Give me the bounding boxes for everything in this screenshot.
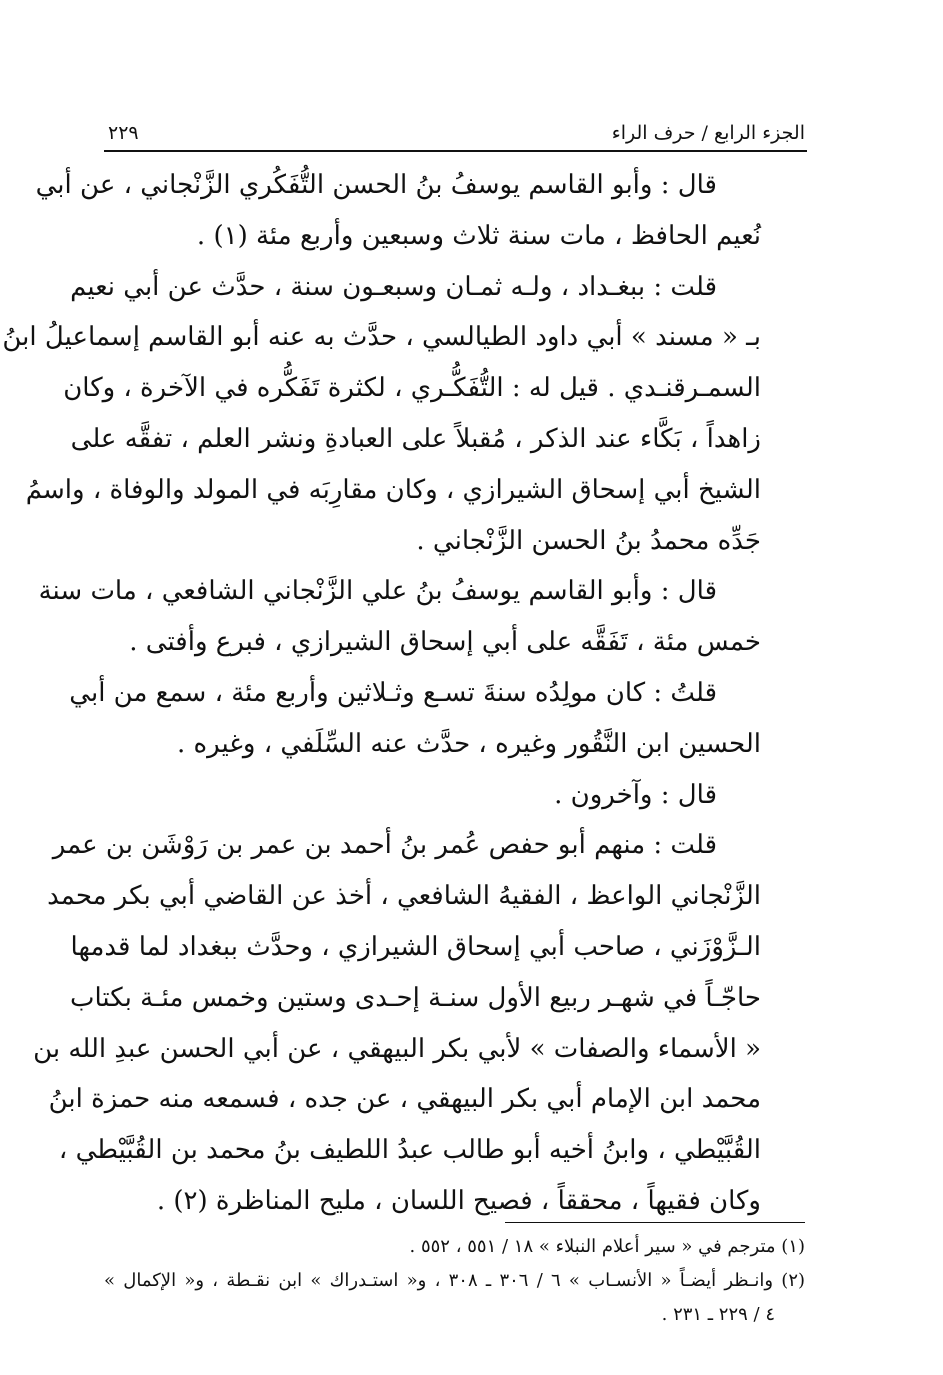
text-line: قلت : منهم أبو حفص عُمر بنُ أحمد بن عمر بن رَوْشَن بن عمر [52, 830, 717, 861]
footnote-line: ٤ / ٢٢٩ ـ ٢٣١ . [661, 1304, 775, 1325]
text-line: قلتُ : كان مولِدُه سنةَ تسـع وثـلاثين وأربع مئة ، سمع من أبي [69, 677, 717, 708]
text-line: قال : وأبو القاسم يوسفُ بنُ علي الزَّنْجاني الشافعي ، مات سنة [38, 576, 717, 607]
text-line: زاهداً ، بَكَّاء عند الذكر ، مُقبلاً على العبادةِ ونشر العلم ، تفقَّه على [70, 423, 761, 454]
text-line: نُعيم الحافظ ، مات سنة ثلاث وسبعين وأربع مئة (١) . [196, 220, 761, 251]
text-line: قال : وآخرون . [554, 779, 717, 810]
text-line: الحسين ابن النَّقُور وغيره ، حدَّث عنه السِّلَفي ، وغيره . [176, 728, 761, 759]
text-line: جَدِّه محمدُ بنُ الحسن الزَّنْجاني . [416, 525, 761, 556]
text-line: وكان فقيهاً ، محققاً ، فصيح اللسان ، مليح المناظرة (٢) . [156, 1185, 761, 1216]
text-line: حاجّـاً في شهـر ربيع الأول سنـة إحـدى وستين وخمس مئـة بكتاب [70, 982, 761, 1013]
text-line: بـ « مسند » أبي داود الطيالسي ، حدَّث به عنه أبو القاسم إسماعيلُ ابنُ [2, 322, 761, 353]
text-line: قال : وأبو القاسم يوسفُ بنُ الحسن التُّفَكُري الزَّنْجاني ، عن أبي [35, 170, 717, 200]
footnotes [104, 1230, 805, 1332]
paragraph [104, 770, 805, 821]
paragraph [2, 262, 805, 567]
paragraph [38, 566, 805, 668]
header-divider [104, 150, 807, 152]
text-line: القُبَّيْطي ، وابنُ أخيه أبو طالب عبدُ اللطيف بنُ محمد بن القُبَّيْطي ، [58, 1135, 761, 1166]
page-header [108, 98, 805, 146]
footnote-line: (١) مترجم في « سير أعلام النبلاء » ١٨ / ٥٥١ ، ٥٥٢ . [409, 1236, 805, 1257]
text-line: الـزَّوْزَني ، صاحب أبي إسحاق الشيرازي ، وحدَّث ببغداد لما قدمها [70, 931, 761, 962]
paragraph [69, 668, 805, 770]
footnote-line: (٢) وانـظر أيضـاً « الأنسـاب » ٦ / ٣٠٦ ـ ٣٠٨ ، و« استـدراك » ابن نقـطة ، و« الإكمال » [104, 1270, 806, 1291]
footnote [104, 1264, 805, 1332]
running-title: الجزء الرابع / حرف الراء [611, 122, 805, 144]
text-line: السمـرقنـدي . قيل له : التُّفَكُّـري ، لكثرة تَفَكُّره في الآخرة ، وكان [63, 373, 761, 404]
text-line: « الأسماء والصفات » لأبي بكر البيهقي ، عن أبي الحسن عبدِ الله بن [33, 1033, 761, 1064]
paragraph [33, 820, 805, 1226]
text-line: محمد ابن الإمام أبي بكر البيهقي ، عن جده ، فسمعه منه حمزة ابنُ [48, 1084, 761, 1115]
paragraph [35, 160, 805, 262]
footnote [104, 1230, 805, 1264]
text-line: الزَّنْجاني الواعظ ، الفقيهُ الشافعي ، أخذ عن القاضي أبي بكر محمد [47, 881, 761, 912]
main-text [2, 160, 805, 1227]
text-line: الشيخ أبي إسحاق الشيرازي ، وكان مقارِبَه في المولد والوفاة ، واسمُ [25, 474, 761, 505]
page-number: ٢٢٩ [108, 122, 139, 144]
footnote-divider [505, 1222, 805, 1223]
text-line: قلت : ببغـداد ، ولـه ثمـان وسبعـون سنة ، حدَّث عن أبي نعيم [70, 271, 717, 302]
text-line: خمس مئة ، تَفَقَّه على أبي إسحاق الشيرازي ، فبرع وأفتى . [129, 627, 761, 658]
